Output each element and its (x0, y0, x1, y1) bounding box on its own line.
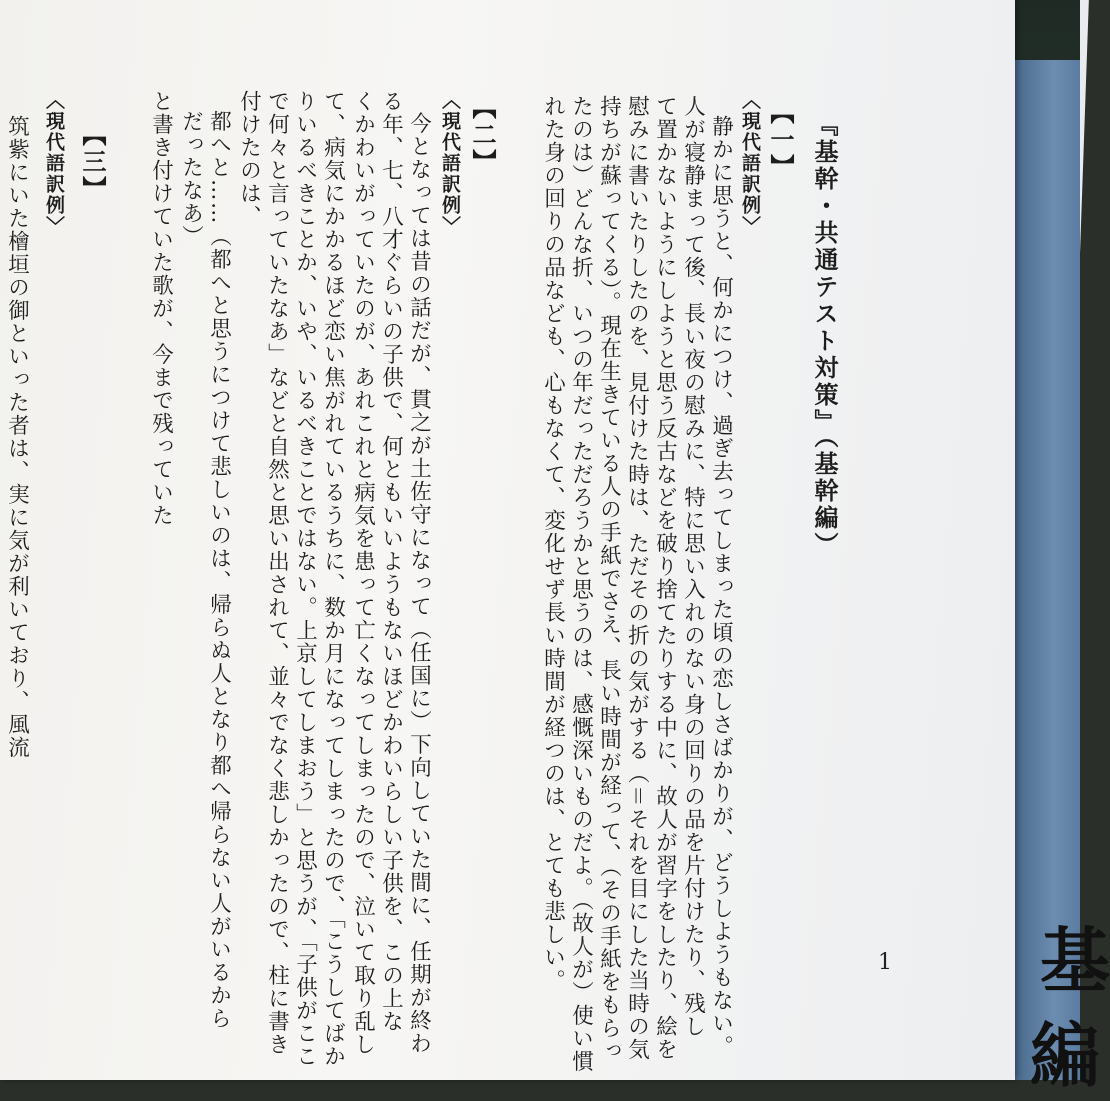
text-line: 付けたのは、 (236, 90, 262, 228)
text-line: くかわいがっていたのが、あれこれと病気を患って亡くなってしまったので、泣いて取り乱し (350, 90, 376, 1056)
text-line: て、病気にかかるほど恋い焦がれているうちに、数か月になってしまったので、「こうしてばか (320, 90, 346, 1069)
text-line: 人が寝静まって後、長い夜の慰みに、特に思い入れのない身の回りの品を片付けたり、残し (680, 95, 706, 1038)
text-line: れた身の回りの品なども、心もなくて、変化せず長い時間が経つのは、とても悲しい。 (540, 95, 566, 992)
text-line: りいるべきことか、いや、いるべきことではない。上京してしまおう」と思うが、「子供がここ (292, 90, 318, 1069)
text-line: て置かないようにしようと思う反古などを破り捨てたりする中に、故人が習字をしたり、絵を (652, 95, 678, 1061)
text-line: 慰みに書いたりしたのを、見付けた時は、ただその折の気がする（＝それを目にした当時の気 (624, 95, 650, 1062)
text-line: たのは）どんな折、いつの年だっただろうかと思うのは、感慨深いものだよ。（故人が）使い慣 (568, 95, 594, 1074)
text-line: る年、七、八才ぐらいの子供で、何ともいいようもないほどかわいらしい子供を、この上な (378, 90, 404, 1033)
page-number: 1 (878, 950, 892, 975)
section-heading: 【三】 (78, 122, 107, 203)
background-glyph: 基 (1040, 919, 1110, 1002)
text-line: 都へと……（都へと思うにつけて悲しいのは、帰らぬ人となり都へ帰らない人がいるから (206, 110, 232, 1030)
section-heading: 【二】 (468, 95, 497, 176)
text-line: で何々と言っていたなあ」などと自然と思い出されて、並々でなく悲しかったので、柱に書き (264, 90, 290, 1056)
document-title: 『基幹・共通テスト対策』（基幹編） (810, 112, 839, 559)
text-line: 静かに思うと、何かにつけ、過ぎ去ってしまった頃の恋しさばかりが、どうしようもない。 (708, 115, 734, 1058)
text-line: 今となっては昔の話だが、貫之が土佐守になって（任国に）下向していた間に、任期が終わ (406, 112, 432, 1055)
text-line: 筑紫にいた檜垣の御といった者は、実に気が利いており、風流 (4, 115, 30, 759)
section-heading: 【一】 (766, 100, 795, 181)
text-line: だったなあ） (178, 110, 204, 248)
text-line: と書き付けていた歌が、今まで残っていた (148, 90, 174, 527)
text-line: 持ちが蘇ってくる）。現在生きている人の手紙でさえ、長い時間が経って、（その手紙をもらっ (596, 95, 622, 1063)
background-glyph: 編 (1030, 1014, 1100, 1097)
section-subheading: 〈現代語訳例〉 (739, 90, 761, 237)
section-subheading: 〈現代語訳例〉 (43, 90, 65, 237)
section-subheading: 〈現代語訳例〉 (439, 90, 461, 237)
